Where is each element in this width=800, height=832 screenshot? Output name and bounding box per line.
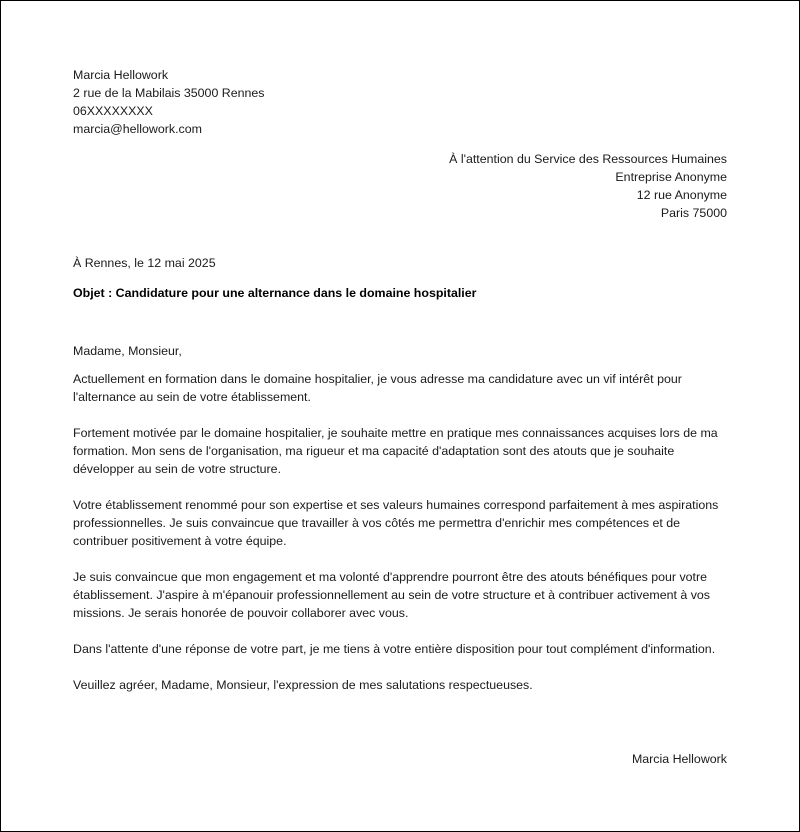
- sender-phone: 06XXXXXXXX: [73, 104, 153, 118]
- sender-name: Marcia Hellowork: [73, 68, 169, 82]
- closing-formula: Veuillez agréer, Madame, Monsieur, l'expression de mes salutations respectueuses.: [73, 678, 533, 692]
- recipient-city: Paris 75000: [660, 206, 727, 220]
- paragraph-intro: Actuellement en formation dans le domaine hospitalier, je vous adresse ma candidature avec un vif intérêt pour l'alternance au sein de votre établissement.: [73, 372, 682, 404]
- paragraph-availability: Dans l'attente d'une réponse de votre part, je me tiens à votre entière disposition pour tout complément d'information.: [73, 642, 716, 656]
- signature: Marcia Hellowork: [631, 752, 727, 766]
- paragraph-establishment: Votre établissement renommé pour son expertise et ses valeurs humaines correspond parfaitement à mes aspirations professionnelles. Je suis convaincue que travailler à vos côtés me permettra d'enrichir mes compétences et de contribuer positivement à votre équipe.: [73, 498, 719, 548]
- greeting: Madame, Monsieur,: [73, 344, 182, 358]
- recipient-attention: À l'attention du Service des Ressources Humaines: [449, 152, 727, 166]
- recipient-block: [449, 150, 727, 222]
- recipient-company: Entreprise Anonyme: [615, 170, 727, 184]
- subject-line: Objet : Candidature pour une alternance dans le domaine hospitalier: [73, 286, 477, 300]
- sender-block: [73, 66, 265, 138]
- paragraph-commitment: Je suis convaincue que mon engagement et ma volonté d'apprendre pourront être des atouts bénéfiques pour votre établissement. J'aspire à m'épanouir professionnellement au sein de votre structure et à contribuer activement à vos missions. Je serais honorée de pouvoir collaborer avec vous.: [73, 570, 710, 620]
- date-line: À Rennes, le 12 mai 2025: [73, 256, 216, 270]
- sender-address: 2 rue de la Mabilais 35000 Rennes: [73, 86, 265, 100]
- paragraph-motivation: Fortement motivée par le domaine hospitalier, je souhaite mettre en pratique mes connaissances acquises lors de ma formation. Mon sens de l'organisation, ma rigueur et ma capacité d'adaptation sont des atouts que je souhaite développer au sein de votre structure.: [73, 426, 718, 476]
- recipient-street: 12 rue Anonyme: [636, 188, 727, 202]
- letter-body: [73, 342, 729, 694]
- sender-email: marcia@hellowork.com: [73, 122, 202, 136]
